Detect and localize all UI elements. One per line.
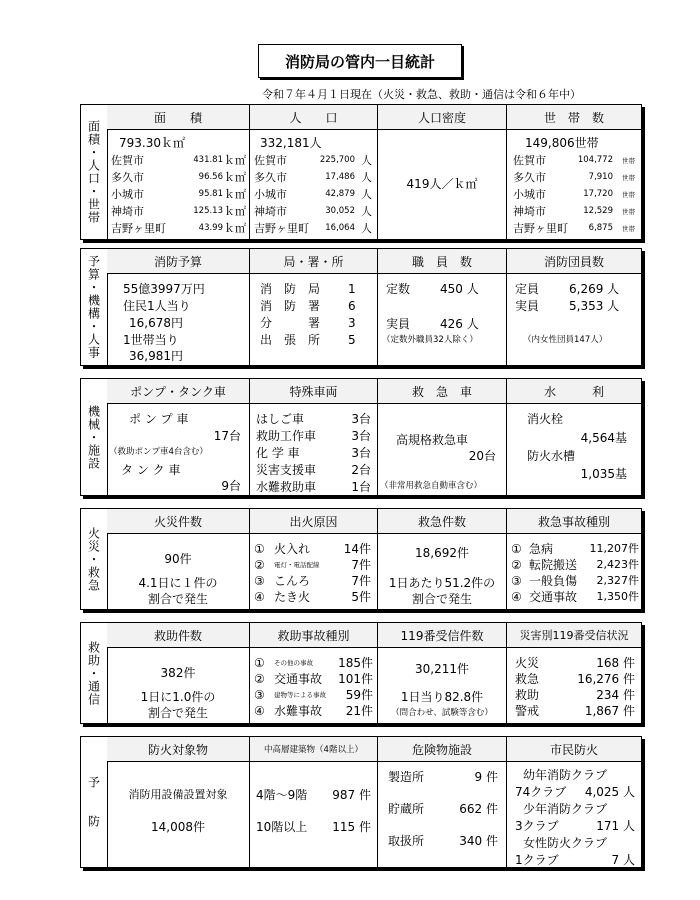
call-type-name: 警戒 [515,704,540,718]
section-equipment [80,378,642,496]
org-row-name: 消 防 署 [260,299,321,313]
header-ems-types: 救急事故種別 [507,509,641,534]
mid-rise-value: 987 件 [332,788,371,802]
pump-value: 17台 [213,429,241,443]
cause-number: ② [254,558,265,572]
hazmat-name: 貯蔵所 [388,802,425,816]
ems-rate-line1: 1日あたり51.2件の [388,576,496,590]
fires-rate-line2: 割合で発生 [147,592,208,606]
header-causes: 出火原因 [250,509,377,534]
calls-count: 30,211件 [415,662,469,676]
rescue-type-value: 59件 [345,688,373,702]
pump-label: ポ ン プ 車 [129,412,189,426]
area-row-value: 125.13 [193,206,223,216]
mid-rise-name: 10階以上 [256,820,308,834]
col-causes [250,509,377,609]
section-side-label: 予 防 [81,737,108,867]
special-vehicle-name: 救助工作車 [256,429,317,443]
density-value: 419人／ｋ㎡ [406,177,478,191]
population-row-name: 吉野ヶ里町 [254,222,309,235]
households-row-name: 吉野ヶ里町 [513,222,568,235]
population-row-unit: 人 [361,171,372,184]
water-tank-value: 1,035基 [580,467,627,481]
area-row-value: 431.81 [193,155,223,165]
area-row-name: 多久市 [111,171,144,184]
col-population [250,105,377,239]
header-fires: 火災件数 [107,509,249,534]
population-row-unit: 人 [361,188,372,201]
cause-value: 14件 [343,542,371,556]
call-type-value: 16,276 件 [577,672,635,686]
special-vehicle-name: 化 学 車 [256,446,300,460]
population-row-value: 30,052 [325,206,355,216]
org-row-value: 6 [348,299,356,313]
col-calls [378,623,506,723]
households-row-unit: 世帯 [622,174,635,182]
call-type-value: 1,867 件 [584,704,635,718]
population-total: 332,181人 [260,136,322,150]
org-row-value: 3 [348,316,356,330]
population-row-unit: 人 [361,154,372,167]
rescue-type-name: 水難事故 [274,704,323,718]
header-rescues: 救助件数 [107,623,249,648]
section-side-label: 面積・人口・世帯 [81,105,108,239]
section-side-label: 救助・通信 [81,623,108,723]
header-pump-tank: ポンプ・タンク車 [107,379,249,404]
section-area-population [80,104,642,240]
ems-type-number: ② [511,558,522,572]
area-row-unit: ｋ㎡ [224,222,246,235]
fd-fixed-label: 定員 [515,282,540,296]
club-count: 1クラブ [515,853,559,867]
area-row-unit: ｋ㎡ [224,154,246,167]
header-staff: 職 員 数 [378,249,506,274]
ambulance-value: 20台 [468,449,496,463]
households-row-name: 多久市 [513,171,546,184]
ems-type-name: 交通事故 [529,590,578,604]
org-row-value: 5 [348,333,356,347]
cause-value: 7件 [351,574,371,588]
population-row-name: 多久市 [254,171,287,184]
hydrant-label: 消火栓 [527,412,564,426]
households-row-unit: 世帯 [622,208,635,216]
club-members: 4,025 人 [584,785,635,799]
rescues-rate-line1: 1日に1.0件の [140,690,216,704]
club-members: 7 人 [611,853,635,867]
households-row-name: 神埼市 [513,205,546,218]
calls-note: （問合わせ、試験等含む） [391,708,493,718]
population-row-value: 42,879 [325,189,355,199]
area-row-unit: ｋ㎡ [224,205,246,218]
col-org [250,249,377,365]
ambulance-label: 高規格救急車 [396,433,469,447]
col-households [507,105,641,239]
header-ems: 救急件数 [378,509,506,534]
rescue-type-name: 交通事故 [274,672,323,686]
area-row-name: 吉野ヶ里町 [111,222,166,235]
households-total: 149,806世帯 [525,136,599,150]
mid-rise-name: 4階～9階 [256,788,308,802]
area-row-name: 佐賀市 [111,154,144,167]
fires-rate-line1: 4.1日に１件の [138,576,218,590]
header-budget: 消防予算 [107,249,249,274]
col-pump-tank [107,379,249,495]
header-households: 世 帯 数 [507,105,641,130]
special-vehicle-value: 1台 [351,480,371,494]
header-area: 面 積 [107,105,249,130]
org-row-name: 出 張 所 [260,333,321,347]
cause-value: 7件 [351,558,371,572]
ems-type-value: 11,207件 [589,542,639,555]
cause-value: 5件 [351,590,371,604]
header-mid-rise: 中高層建築物（4階以上） [250,737,377,762]
col-fire-corps [507,249,641,365]
population-row-name: 小城市 [254,188,287,201]
ems-type-value: 2,423件 [596,558,639,571]
rescue-type-value: 101件 [338,672,373,686]
ems-count: 18,692件 [415,546,469,560]
cause-number: ④ [254,590,265,604]
area-total: 793.30ｋ㎡ [119,136,185,150]
col-ems-types [507,509,641,609]
population-row-unit: 人 [361,222,372,235]
header-calls: 119番受信件数 [378,623,506,648]
rescues-count: 382件 [160,666,196,680]
special-vehicle-name: 水難救助車 [256,480,317,494]
special-vehicle-value: 2台 [351,463,371,477]
header-org: 局・署・所 [250,249,377,274]
header-targets: 防火対象物 [107,737,249,762]
header-civic: 市民防火 [507,737,641,762]
section-side-label: 予算・機構・人事 [81,249,108,365]
area-row-value: 96.56 [198,172,223,182]
fd-actual-value: 5,353 人 [569,299,620,313]
ems-type-value: 1,350件 [596,590,639,603]
population-row-value: 16,064 [325,223,355,233]
ems-type-name: 一般負傷 [529,574,578,588]
households-row-value: 17,720 [583,189,613,199]
cause-name: たき火 [274,590,311,604]
budget-total: 55億3997万円 [123,282,205,296]
households-row-value: 6,875 [588,223,613,233]
hydrant-value: 4,564基 [580,431,627,445]
fd-note: （内女性団員147人） [523,335,608,345]
rescue-type-value: 21件 [345,704,373,718]
area-row-unit: ｋ㎡ [224,188,246,201]
call-type-value: 234 件 [596,688,635,702]
col-calls-by-type [507,623,641,723]
col-area [107,105,249,239]
hazmat-name: 取扱所 [388,834,425,848]
club-title: 少年消防クラブ [523,802,608,816]
targets-label: 消防用設備設置対象 [128,788,228,801]
col-targets [107,737,249,867]
staff-actual-value: 426 人 [440,317,479,331]
special-vehicle-value: 3台 [351,412,371,426]
header-water: 水 利 [507,379,641,404]
section-side-label: 機械・施設 [81,379,108,495]
cause-name: 火入れ [274,542,311,556]
header-special-vehicles: 特殊車両 [250,379,377,404]
special-vehicle-value: 3台 [351,446,371,460]
col-mid-rise [250,737,377,867]
ambulance-note: （非常用救急自動車含む） [380,481,483,491]
area-row-name: 神埼市 [111,205,144,218]
section-rescue-comms [80,622,642,724]
rescue-type-number: ② [254,672,265,686]
calls-rate: 1日当り82.8件 [400,690,484,704]
ems-type-name: 転院搬送 [529,558,578,572]
header-fire-corps: 消防団員数 [507,249,641,274]
club-members: 171 人 [596,819,635,833]
rescue-type-value: 185件 [338,656,373,670]
ems-type-number: ③ [511,574,522,588]
as-of-note: 令和７年４月１日現在（火災・救急、救助・通信は令和６年中） [262,88,581,101]
ems-type-value: 2,327件 [596,574,639,587]
area-row-value: 95.81 [198,189,223,199]
club-count: 3クラブ [515,819,559,833]
population-row-name: 神埼市 [254,205,287,218]
col-rescues [107,623,249,723]
special-vehicle-value: 3台 [351,429,371,443]
budget-per-person-label: 住民1人当り [123,299,191,313]
col-special-vehicles [250,379,377,495]
households-row-value: 12,529 [583,206,613,216]
water-tank-label: 防火水槽 [527,449,576,463]
header-population: 人 口 [250,105,377,130]
rescues-rate-line2: 割合で発生 [147,706,208,720]
households-row-unit: 世帯 [622,191,635,199]
hazmat-value: 340 件 [459,834,498,848]
tank-value: 9台 [221,479,241,493]
cause-number: ③ [254,574,265,588]
org-row-value: 1 [348,282,356,296]
staff-note: （定数外職員32人除く） [382,335,478,345]
area-row-name: 小城市 [111,188,144,201]
population-row-unit: 人 [361,205,372,218]
staff-actual-label: 実員 [386,317,411,331]
club-title: 女性防火クラブ [523,836,608,850]
page-title: 消防局の管内一目統計 [258,44,462,78]
col-civic [507,737,641,867]
col-ems [378,509,506,609]
rescue-type-number: ④ [254,704,265,718]
header-ambulance: 救 急 車 [378,379,506,404]
fires-count: 90件 [164,552,192,566]
targets-value: 14,008件 [151,820,205,834]
club-count: 74クラブ [515,785,567,799]
mid-rise-value: 115 件 [332,820,371,834]
cause-name: こんろ [274,574,311,588]
ems-type-name: 急病 [529,542,554,556]
header-calls-by-type: 災害別119番受信状況 [507,623,641,648]
header-hazmat: 危険物施設 [378,737,506,762]
section-budget-staff [80,248,642,366]
rescue-type-name: 建物等による事故 [274,691,326,699]
hazmat-value: 9 件 [474,770,498,784]
header-rescue-types: 救助事故種別 [250,623,377,648]
header-density: 人口密度 [378,105,506,130]
budget-per-household-label: 1世帯当り [123,333,179,347]
ems-type-number: ④ [511,590,522,604]
staff-fixed-value: 450 人 [440,282,479,296]
col-rescue-types [250,623,377,723]
rescue-type-name: その他の事故 [274,659,313,667]
call-type-value: 168 件 [596,656,635,670]
pump-note: （救助ポンプ車4台含む） [109,447,208,457]
population-row-value: 17,486 [325,172,355,182]
rescue-type-number: ③ [254,688,265,702]
org-row-name: 消 防 局 [260,282,321,296]
call-type-name: 救助 [515,688,540,702]
special-vehicle-name: はしご車 [256,412,305,426]
cause-name: 電灯・電話配線 [274,561,320,569]
special-vehicle-name: 災害支援車 [256,463,317,477]
ems-type-number: ① [511,542,522,556]
households-row-value: 7,910 [588,172,613,182]
cause-number: ① [254,542,265,556]
org-row-name: 分 署 [260,316,321,330]
area-row-unit: ｋ㎡ [224,171,246,184]
col-hazmat [378,737,506,867]
call-type-name: 火災 [515,656,540,670]
hazmat-value: 662 件 [459,802,498,816]
budget-per-person-value: 16,678円 [129,316,183,330]
club-title: 幼年消防クラブ [523,768,608,782]
col-budget [107,249,249,365]
section-side-label: 火災・救急 [81,509,108,609]
staff-fixed-label: 定数 [386,282,411,296]
section-prevention [80,736,642,868]
population-row-name: 佐賀市 [254,154,287,167]
col-density [378,105,506,239]
rescue-type-number: ① [254,656,265,670]
section-fire-ems [80,508,642,610]
households-row-name: 佐賀市 [513,154,546,167]
area-row-value: 43.99 [198,223,223,233]
ems-rate-line2: 割合で発生 [411,592,472,606]
households-row-unit: 世帯 [622,225,635,233]
call-type-name: 救急 [515,672,540,686]
col-water [507,379,641,495]
col-ambulance [378,379,506,495]
population-row-value: 225,700 [319,155,355,165]
tank-label: タ ン ク 車 [121,463,181,477]
budget-per-household-value: 36,981円 [129,349,183,363]
households-row-name: 小城市 [513,188,546,201]
col-fires [107,509,249,609]
households-row-value: 104,772 [577,155,613,165]
hazmat-name: 製造所 [388,770,425,784]
fd-fixed-value: 6,269 人 [569,282,620,296]
col-staff [378,249,506,365]
households-row-unit: 世帯 [622,157,635,165]
fd-actual-label: 実員 [515,299,540,313]
